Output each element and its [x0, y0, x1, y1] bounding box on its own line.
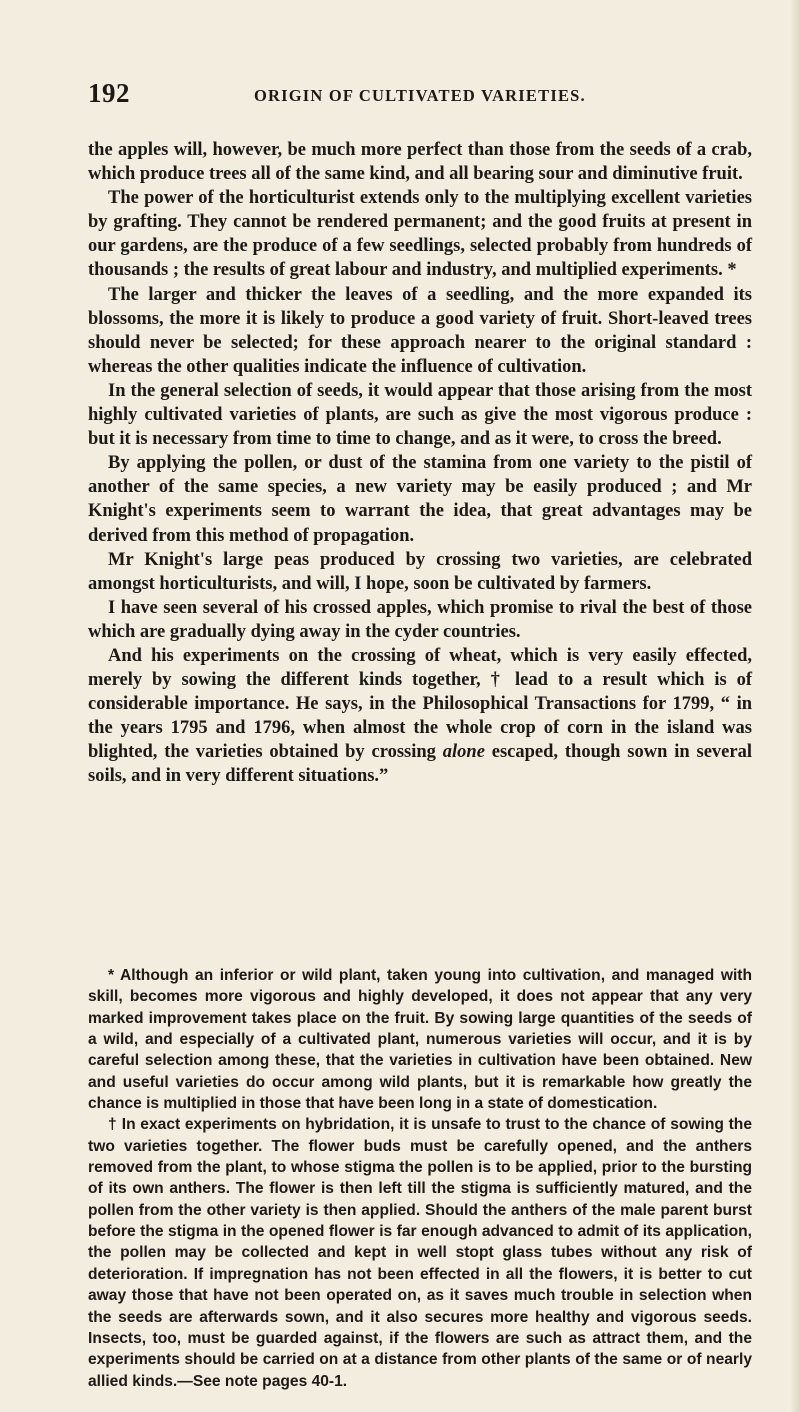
page-edge-shadow: [790, 0, 800, 1412]
wheat-text-start: And his experiments on the crossing of wheat, which is very easily effected, merely by sowing the different kinds together, † lead to a result which is of considerable importance. He says, in the Philosophical Transactions for 1799, “ in the years 1795 and 1796, when almost the whole crop of corn in the island was blighted, the varieties obtained by crossing: [88, 645, 752, 763]
running-head: ORIGIN OF CULTIVATED VARIETIES.: [254, 86, 586, 105]
paragraph-seed-selection: In the general selection of seeds, it would appear that those arising from the most highly cultivated varieties of plants, are such as give the most vigorous produce : but it is necessary from time to time to change, and as it were, to cross the breed.: [88, 380, 752, 450]
footnotes: [88, 965, 752, 1392]
paragraph-leaves: The larger and thicker the leaves of a seedling, and the more expanded its blossoms, the more it is likely to produce a good variety of fruit. Short-leaved trees should never be selected; for these approach nearer to the original standard : whereas the other qualities indicate the influence of cultivation.: [88, 284, 752, 377]
footnote-dagger: † In exact experiments on hybridation, it is unsafe to trust to the chance of sowing the two varieties together. The flower buds must be carefully opened, and the anthers removed from the plant, to whose stigma the pollen is to be applied, prior to the bursting of its own anthers. The flower is then left till the stigma is sufficiently matured, and the pollen from the other variety is then applied. Should the anthers of the male parent burst before the stigma in the opened flower is far enough advanced to admit of its application, the pollen may be collected and kept in well stopt glass tubes without any risk of deterioration. If impregnation has not been effected in all the flowers, it is better to cut away those that have not been operated on, as it saves much trouble in selection when the seeds are afterwards sown, and it also secures more healthy and vigorous seeds. Insects, too, must be guarded against, if the flowers are such as attract them, and the experiments should be carried on at a distance from other plants of the same or of nearly allied kinds.—See note pages 40-1.: [88, 1116, 752, 1390]
paragraph-grafting: The power of the horticulturist extends only to the multiplying excellent varieties by grafting. They cannot be rendered permanent; and the good fruits at present in our gardens, are the produce of a few seedlings, selected probably from hundreds of thousands ; the results of great labour and industry, and multiplied experiments. *: [88, 188, 752, 281]
page-number: 192: [88, 78, 130, 108]
footnote-asterisk: * Although an inferior or wild plant, taken young into cultivation, and managed with skill, becomes more vigorous and highly developed, it does not appear that any very marked improvement takes place on the fruit. By sowing large quantities of the seeds of a wild, and especially of a cultivated plant, numerous varieties will occur, and it is by careful selection among these, that the varieties in cultivation have been obtained. New and useful varieties do occur among wild plants, but it is remarkable how greatly the chance is multiplied in those that have been long in a state of domestication.: [88, 967, 752, 1113]
paragraph-pollen: By applying the pollen, or dust of the stamina from one variety to the pistil of another of the same species, a new variety may be easily produced ; and Mr Knight's experiments seem to warrant the idea, that great advantages may be derived from this method of propagation.: [88, 453, 752, 546]
paragraph-wheat: [88, 644, 752, 789]
emphasis-alone: alone: [442, 742, 485, 763]
wheat-text-end: escaped, though sown in several soils, and in very different situations.”: [88, 742, 752, 787]
page-header: [88, 78, 752, 114]
main-text: [88, 138, 752, 789]
paragraph-peas: Mr Knight's large peas produced by crossing two varieties, are celebrated amongst horticulturists, and will, I hope, soon be cultivated by farmers.: [88, 549, 752, 594]
paragraph-apples: the apples will, however, be much more perfect than those from the seeds of a crab, which produce trees all of the same kind, and all bearing sour and diminutive fruit.: [88, 140, 752, 185]
paragraph-crossed-apples: I have seen several of his crossed apples, which promise to rival the best of those which are gradually dying away in the cyder countries.: [88, 597, 752, 642]
